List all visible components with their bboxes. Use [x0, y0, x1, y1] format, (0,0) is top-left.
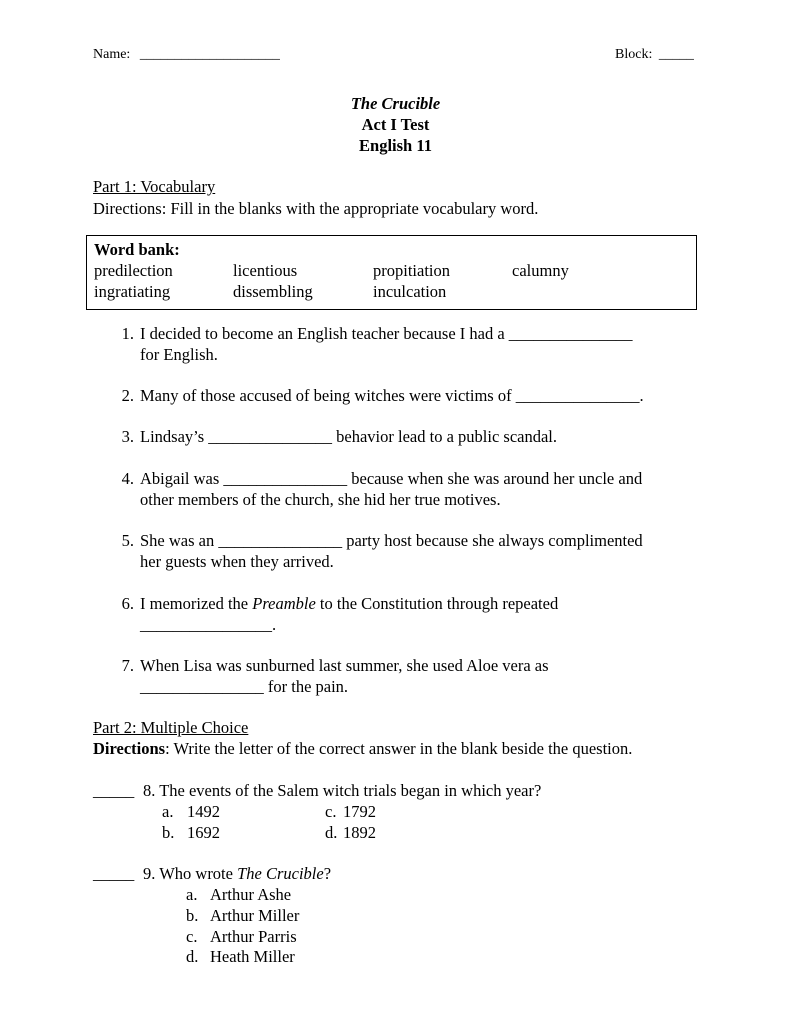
q9-answer-blank[interactable]: _____	[93, 864, 135, 883]
q6-text-italic: Preamble	[252, 594, 316, 613]
test-subtitle: Act I Test	[361, 115, 430, 134]
q5-text-cont: her guests when they arrived.	[140, 552, 334, 571]
q8-text: 8. The events of the Salem witch trials began in which year?	[143, 781, 542, 800]
q9-option-a-letter: a.	[186, 885, 198, 904]
word-bank-label: Word bank:	[94, 240, 180, 259]
word-predilection: predilection	[94, 261, 173, 280]
q8-option-c-letter: c.	[325, 802, 337, 821]
word-inculcation: inculcation	[373, 282, 447, 301]
q9-text	[143, 864, 331, 884]
q6-blank[interactable]: ________________.	[140, 615, 277, 634]
q9-option-c-letter: c.	[186, 927, 198, 946]
word-dissembling: dissembling	[233, 282, 313, 301]
q4-text-cont: other members of the church, she hid her true motives.	[140, 490, 501, 509]
name-line[interactable]	[93, 47, 280, 63]
test-title: The Crucible	[350, 94, 441, 113]
q9-text-pre: 9. Who wrote	[143, 864, 238, 883]
q7-text: When Lisa was sunburned last summer, she used Aloe vera as	[140, 656, 549, 675]
q7-number: 7.	[121, 656, 134, 675]
part2-directions-label: Directions	[93, 739, 166, 758]
q5-number: 5.	[121, 531, 134, 550]
part1-heading: Part 1: Vocabulary	[93, 177, 216, 196]
q8-option-b: 1692	[187, 823, 220, 842]
name-label: Name:	[93, 47, 131, 62]
q8-answer-blank[interactable]: _____	[93, 781, 135, 800]
word-licentious: licentious	[233, 261, 298, 280]
q8-option-b-letter: b.	[162, 823, 175, 842]
q4-number: 4.	[121, 469, 134, 488]
q9-option-d-letter: d.	[186, 947, 199, 966]
q6-text	[140, 594, 558, 614]
q9-text-post: ?	[323, 864, 332, 883]
part2-heading: Part 2: Multiple Choice	[93, 718, 249, 737]
q1-text[interactable]: I decided to become an English teacher because I had a _______________	[140, 324, 633, 343]
q6-text-pre: I memorized the	[140, 594, 253, 613]
part2-directions-text: : Write the letter of the correct answer in the blank beside the question.	[165, 739, 633, 758]
part1-directions: Directions: Fill in the blanks with the appropriate vocabulary word.	[93, 199, 539, 218]
part2-directions	[93, 739, 632, 759]
name-blank[interactable]: ____________________	[139, 47, 280, 62]
q6-number: 6.	[121, 594, 134, 613]
q8-option-a-letter: a.	[162, 802, 174, 821]
q9-option-d: Heath Miller	[210, 947, 295, 966]
test-class: English 11	[359, 136, 432, 155]
word-calumny: calumny	[512, 261, 569, 280]
q3-number: 3.	[121, 427, 134, 446]
q2-text[interactable]: Many of those accused of being witches were victims of _______________.	[140, 386, 644, 405]
q5-text[interactable]: She was an _______________ party host because she always complimented	[140, 531, 643, 550]
q8-option-a: 1492	[187, 802, 220, 821]
word-ingratiating: ingratiating	[94, 282, 171, 301]
q4-text[interactable]: Abigail was _______________ because when she was around her uncle and	[140, 469, 643, 488]
q8-option-d: 1892	[343, 823, 376, 842]
block-line[interactable]	[615, 47, 694, 63]
q7-text-cont[interactable]: _______________ for the pain.	[140, 677, 349, 696]
q9-option-a: Arthur Ashe	[210, 885, 292, 904]
q8-option-d-letter: d.	[325, 823, 338, 842]
q9-option-b: Arthur Miller	[210, 906, 300, 925]
q3-text[interactable]: Lindsay’s _______________ behavior lead to a public scandal.	[140, 427, 557, 446]
word-propitiation: propitiation	[373, 261, 450, 280]
q9-option-b-letter: b.	[186, 906, 199, 925]
block-label: Block:	[615, 47, 653, 62]
q2-number: 2.	[121, 386, 134, 405]
q9-text-italic: The Crucible	[237, 864, 324, 883]
block-blank[interactable]: _____	[658, 47, 694, 62]
q1-number: 1.	[121, 324, 134, 343]
q8-option-c: 1792	[343, 802, 376, 821]
q9-option-c: Arthur Parris	[210, 927, 297, 946]
q6-text-post: to the Constitution through repeated	[315, 594, 559, 613]
q1-text-cont: for English.	[140, 345, 218, 364]
